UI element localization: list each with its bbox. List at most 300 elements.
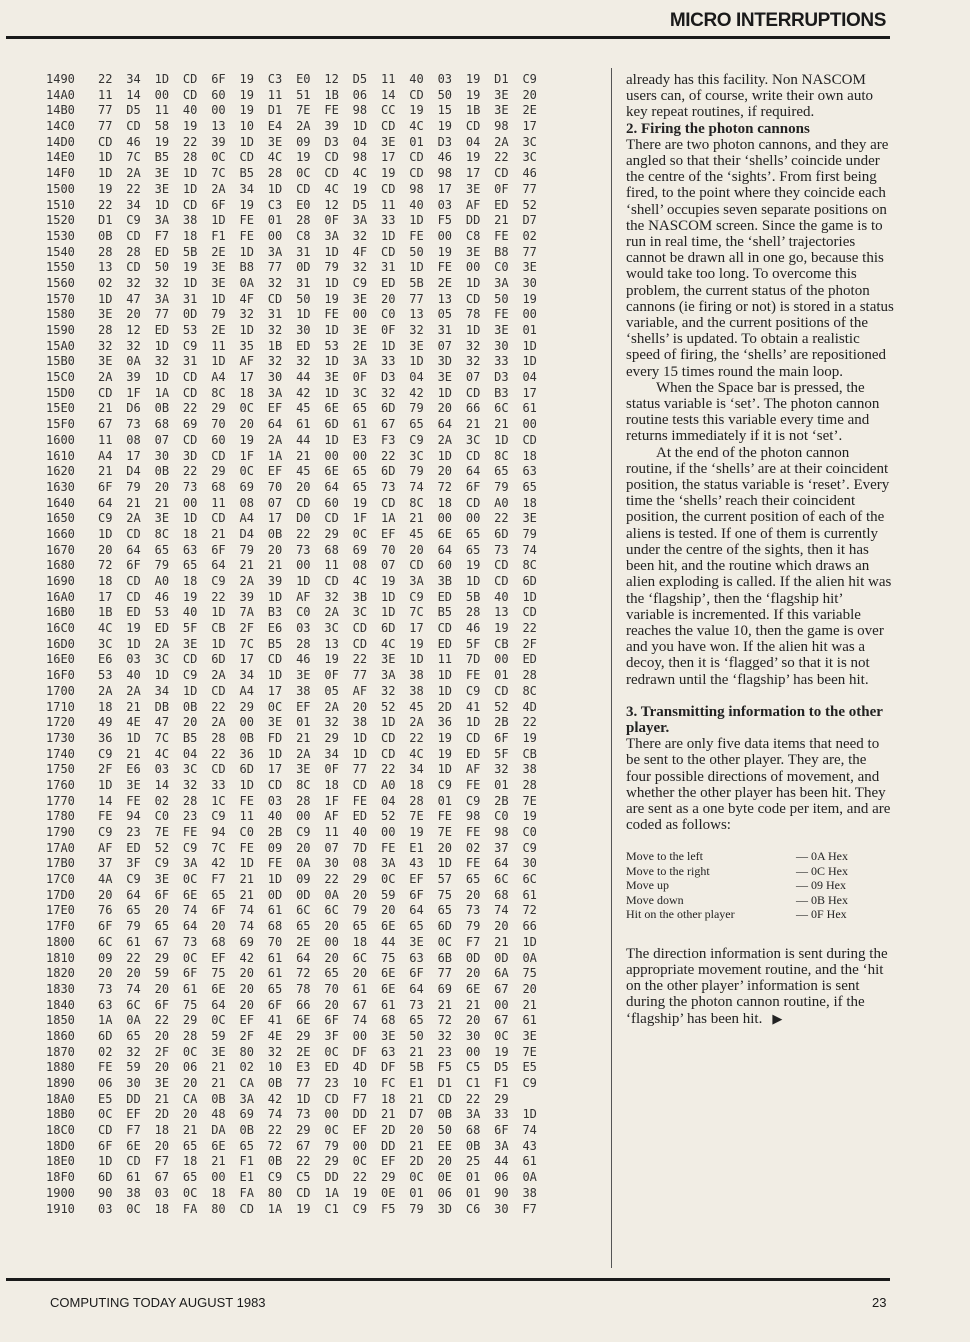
hex-byte: 0B — [154, 464, 170, 479]
hex-byte: 20 — [267, 542, 283, 557]
hex-byte: 0A — [522, 1170, 537, 1185]
hex-byte: 19 — [465, 558, 481, 573]
hex-byte: 32 — [126, 338, 141, 353]
hex-line — [46, 370, 606, 386]
hex-byte: 21 — [437, 997, 453, 1012]
hex-byte: 79 — [211, 307, 226, 322]
hex-byte: 32 — [465, 338, 481, 353]
hex-byte: 65 — [239, 1138, 254, 1153]
hex-byte: 6F — [98, 479, 113, 494]
hex-byte: FA — [182, 1201, 198, 1216]
hex-byte: 61 — [296, 417, 311, 432]
hex-byte: 0D — [494, 950, 509, 965]
hex-byte: 00 — [465, 1044, 481, 1059]
hex-byte: B5 — [437, 605, 453, 620]
hex-byte: 2D — [409, 1154, 424, 1169]
hex-byte: 1D — [324, 432, 339, 447]
hex-byte: E0 — [296, 72, 311, 86]
hex-byte: F7 — [352, 1091, 368, 1106]
hex-byte: 14 — [98, 793, 113, 808]
hex-line — [46, 1092, 606, 1108]
hex-byte: 21 — [182, 1123, 198, 1138]
hex-byte: EF — [239, 1013, 254, 1028]
hex-byte: C6 — [465, 1201, 481, 1216]
hex-byte: 76 — [98, 903, 113, 918]
hex-byte: F1 — [211, 228, 226, 243]
hex-byte: 8C — [522, 683, 537, 698]
hex-byte: FE — [380, 840, 396, 855]
hex-address: 14C0 — [46, 119, 75, 134]
hex-byte: 22 — [267, 1123, 283, 1138]
hex-byte: 3C — [98, 636, 113, 651]
hex-byte: 22 — [98, 197, 113, 212]
hex-byte: 28 — [296, 213, 311, 228]
hex-byte: 17 — [239, 652, 254, 667]
hex-byte: 00 — [154, 87, 170, 102]
hex-byte: 1D — [211, 636, 226, 651]
hex-address: 15B0 — [46, 354, 75, 369]
hex-byte: 3E — [267, 134, 283, 149]
hex-address: 1750 — [46, 762, 75, 777]
hex-byte: 19 — [296, 1201, 311, 1216]
hex-line — [46, 652, 606, 668]
hex-line — [46, 841, 606, 857]
hex-byte: 79 — [239, 542, 254, 557]
hex-byte: ED — [154, 244, 170, 259]
hex-byte: 21 — [409, 511, 424, 526]
hex-byte: F7 — [126, 1123, 141, 1138]
hex-byte: 22 — [154, 1013, 170, 1028]
hex-byte: 6D — [380, 464, 396, 479]
hex-byte: 00 — [211, 1170, 226, 1185]
hex-byte: 29 — [239, 699, 254, 714]
hex-byte: 47 — [126, 291, 141, 306]
hex-byte: 3A — [239, 1091, 254, 1106]
section-2-paragraph-1: There are two photon cannons, and they are angled so that their ‘shells’ coincide under the centre of the ‘sights’. From first being fired, to the point where they coincide each ‘shell’ occupies seven separate positions on the NASCOM screen. Since the game is to run in real time, the ‘shell’ trajectories cannot be drawn all in one go, because this would take too long. To overcome this problem, the current status of the photon cannons (ie firing or not) is stored in a status variable, and the current positions of the ‘shells’ is updated. To obtain a realistic speed of firing, the ‘shells’ are repositioned every 15 times round the main loop. — [626, 136, 894, 380]
hex-byte: 42 — [267, 1091, 283, 1106]
hex-byte: 6C — [324, 903, 339, 918]
hex-byte: 60 — [324, 495, 339, 510]
hex-byte: 32 — [380, 683, 396, 698]
section-3-paragraph-2-text: The direction information is sent during the appropriate movement routine, and the ‘hit on the other player’ information is sent during the photon cannon routine, if the ‘flagship’ has been hit. — [626, 945, 888, 1027]
hex-byte: 7E — [522, 793, 537, 808]
hex-byte: 73 — [494, 542, 509, 557]
hex-byte: 09 — [296, 134, 311, 149]
hex-byte: 22 — [380, 762, 396, 777]
hex-byte: 1D — [267, 589, 283, 604]
hex-byte: 45 — [409, 699, 424, 714]
hex-byte: 73 — [465, 903, 481, 918]
hex-byte: 02 — [98, 1044, 113, 1059]
hex-byte: 19 — [239, 72, 254, 86]
hex-line — [46, 1154, 606, 1170]
hex-byte: 0B — [267, 526, 283, 541]
hex-line — [46, 1029, 606, 1045]
hex-byte: 19 — [239, 87, 254, 102]
hex-byte: EF — [380, 526, 396, 541]
hex-byte: 2A — [239, 574, 254, 588]
hex-address: 1530 — [46, 228, 75, 243]
hex-byte: CD — [324, 150, 339, 165]
hex-line — [46, 637, 606, 653]
hex-byte: 64 — [465, 464, 481, 479]
hex-byte: 22 — [494, 150, 509, 165]
hex-byte: 59 — [126, 1060, 141, 1075]
hex-byte: CA — [239, 1076, 254, 1090]
hex-byte: 6D — [98, 1170, 113, 1185]
hex-byte: 08 — [239, 495, 254, 510]
hex-byte: 3E — [380, 1028, 396, 1043]
hex-byte: C3 — [267, 72, 283, 86]
hex-byte: 19 — [324, 291, 339, 306]
hex-address: 1660 — [46, 526, 75, 541]
hex-byte: 0C — [98, 1107, 113, 1122]
hex-address: 14D0 — [46, 134, 75, 149]
hex-byte: ED — [522, 652, 537, 667]
hex-byte: D3 — [380, 370, 396, 385]
code-row — [626, 893, 894, 908]
hex-byte: 64 — [182, 919, 198, 934]
hex-byte: 61 — [267, 950, 283, 965]
hex-address: 1780 — [46, 809, 75, 824]
hex-address: 16D0 — [46, 636, 75, 651]
hex-line — [46, 245, 606, 261]
hex-byte: 53 — [182, 323, 198, 337]
hex-byte: AF — [239, 354, 254, 369]
hex-byte: 1D — [352, 119, 368, 134]
hex-byte: 17 — [380, 150, 396, 165]
hex-byte: 31 — [267, 307, 283, 322]
hex-byte: 65 — [182, 1170, 198, 1185]
hex-byte: 33 — [494, 1107, 509, 1122]
hex-byte: 3E — [154, 166, 170, 181]
hex-byte: 1D — [324, 354, 339, 369]
hex-byte: A0 — [154, 574, 170, 588]
hex-byte: 17 — [522, 119, 537, 134]
hex-byte: 98 — [352, 103, 368, 118]
hex-byte: 32 — [409, 323, 424, 337]
hex-byte: D5 — [352, 197, 368, 212]
hex-byte: 4C — [154, 746, 170, 761]
hex-byte: E6 — [126, 762, 141, 777]
hex-byte: 66 — [522, 919, 537, 934]
hex-byte: 77 — [154, 307, 170, 322]
hex-byte: 53 — [324, 338, 339, 353]
hex-byte: 02 — [154, 793, 170, 808]
hex-byte: EF — [126, 1107, 141, 1122]
hex-byte: 23 — [182, 809, 198, 824]
hex-byte: 3C — [352, 605, 368, 620]
hex-byte: 61 — [267, 903, 283, 918]
hex-byte: D5 — [352, 72, 368, 86]
hex-byte: FE — [239, 840, 254, 855]
hex-byte: 29 — [182, 1013, 198, 1028]
hex-byte: 1D — [267, 181, 283, 196]
hex-byte: 20 — [324, 997, 339, 1012]
hex-byte: 01 — [437, 793, 453, 808]
hex-byte: 28 — [409, 793, 424, 808]
hex-line — [46, 480, 606, 496]
hex-byte: 25 — [465, 1154, 481, 1169]
hex-byte: C9 — [352, 1201, 368, 1216]
hex-byte: 79 — [494, 479, 509, 494]
hex-byte: 06 — [352, 87, 368, 102]
hex-byte: 20 — [182, 1076, 198, 1090]
hex-byte: 1D — [380, 605, 396, 620]
hex-byte: 17 — [98, 589, 113, 604]
hex-byte: 6C — [522, 872, 537, 887]
hex-byte: DD — [465, 213, 481, 228]
hex-byte: 1A — [98, 1013, 113, 1028]
hex-byte: 6E — [211, 981, 226, 996]
hex-byte: 32 — [324, 715, 339, 730]
hex-byte: 1A — [324, 1185, 339, 1200]
hex-byte: 2A — [211, 181, 226, 196]
hex-byte: 64 — [98, 495, 113, 510]
hex-byte: 1D — [154, 72, 170, 86]
hex-address: 1570 — [46, 291, 75, 306]
hex-byte: 11 — [211, 495, 226, 510]
hex-byte: 20 — [465, 1013, 481, 1028]
hex-byte: 1D — [98, 777, 113, 792]
hex-byte: 6C — [352, 950, 368, 965]
hex-byte: 29 — [324, 526, 339, 541]
hex-byte: 22 — [494, 511, 509, 526]
code-row — [626, 849, 894, 864]
hex-byte: 73 — [296, 542, 311, 557]
hex-byte: 2E — [296, 1044, 311, 1059]
hex-byte: 65 — [465, 526, 481, 541]
hex-line — [46, 229, 606, 245]
hex-byte: 59 — [154, 966, 170, 981]
hex-line — [46, 1202, 606, 1218]
hex-byte: 6E — [465, 981, 481, 996]
hex-byte: C0 — [494, 260, 509, 275]
hex-line — [46, 888, 606, 904]
hex-byte: 18 — [182, 1154, 198, 1169]
hex-byte: 45 — [296, 401, 311, 416]
hex-line — [46, 1045, 606, 1061]
hex-line — [46, 998, 606, 1014]
hex-byte: 19 — [409, 825, 424, 839]
hex-byte: CD — [211, 683, 226, 698]
hex-byte: 00 — [182, 495, 198, 510]
hex-byte: 3E — [182, 636, 198, 651]
hex-byte: 1D — [267, 746, 283, 761]
hex-byte: 1D — [465, 275, 481, 290]
hex-byte: 67 — [154, 934, 170, 949]
hex-byte: 3A — [352, 354, 368, 369]
hex-byte: CD — [409, 87, 424, 102]
hex-byte: 4C — [409, 746, 424, 761]
hex-byte: 3A — [324, 228, 339, 243]
code-table — [626, 849, 894, 922]
hex-byte: 78 — [296, 981, 311, 996]
hex-byte: 2B — [267, 825, 283, 839]
hex-byte: 22 — [98, 72, 113, 86]
hex-byte: 6F — [211, 72, 226, 86]
hex-byte: EF — [352, 1123, 368, 1138]
hex-line — [46, 339, 606, 355]
hex-byte: 7A — [239, 605, 254, 620]
hex-byte: 21 — [211, 1060, 226, 1075]
hex-byte: 3E — [154, 1076, 170, 1090]
hex-byte: 80 — [267, 1185, 283, 1200]
hex-byte: 3E — [522, 511, 537, 526]
hex-byte: 03 — [98, 1201, 113, 1216]
hex-byte: 4C — [324, 181, 339, 196]
hex-byte: B5 — [154, 150, 170, 165]
hex-byte: 19 — [437, 119, 453, 134]
hex-address: 14E0 — [46, 150, 75, 165]
hex-byte: 19 — [522, 291, 537, 306]
hex-byte: 79 — [324, 1138, 339, 1153]
hex-byte: 1D — [380, 589, 396, 604]
hex-byte: 00 — [380, 825, 396, 839]
hex-byte: C0 — [494, 809, 509, 824]
hex-address: 1770 — [46, 793, 75, 808]
hex-byte: 6D — [98, 1028, 113, 1043]
hex-byte: ED — [380, 275, 396, 290]
hex-byte: CD — [126, 574, 141, 588]
hex-byte: 21 — [154, 495, 170, 510]
hex-byte: 79 — [126, 479, 141, 494]
hex-byte: 0B — [239, 1123, 254, 1138]
hex-byte: 21 — [465, 997, 481, 1012]
hex-address: 16E0 — [46, 652, 75, 667]
hex-byte: 72 — [522, 903, 537, 918]
hex-byte: 19 — [465, 72, 481, 86]
hex-line — [46, 621, 606, 637]
hex-address: 17E0 — [46, 903, 75, 918]
hex-byte: 29 — [380, 1170, 396, 1185]
hex-byte: 6E — [126, 1138, 141, 1153]
hex-byte: 65 — [267, 981, 283, 996]
hex-byte: 39 — [267, 574, 283, 588]
hex-byte: 19 — [494, 621, 509, 636]
hex-byte: 0C — [494, 1028, 509, 1043]
hex-byte: D3 — [324, 134, 339, 149]
hex-byte: 75 — [437, 887, 453, 902]
hex-byte: 3C — [465, 432, 481, 447]
hex-byte: 65 — [126, 903, 141, 918]
hex-byte: CD — [324, 511, 339, 526]
hex-byte: 1D — [324, 244, 339, 259]
hex-byte: 19 — [380, 166, 396, 181]
hex-byte: 02 — [98, 275, 113, 290]
hex-byte: 5F — [465, 636, 481, 651]
hex-byte: 04 — [380, 793, 396, 808]
hex-byte: 7C — [126, 150, 141, 165]
hex-byte: 32 — [324, 589, 339, 604]
hex-byte: 38 — [522, 1185, 537, 1200]
hex-byte: 79 — [409, 464, 424, 479]
hex-byte: 2E — [211, 244, 226, 259]
hex-byte: 30 — [154, 448, 170, 463]
hex-byte: 0A — [126, 1013, 141, 1028]
hex-byte: EF — [380, 1154, 396, 1169]
hex-byte: 98 — [409, 181, 424, 196]
hex-byte: 73 — [296, 1107, 311, 1122]
hex-byte: 46 — [296, 652, 311, 667]
hex-byte: 3E — [522, 1028, 537, 1043]
hex-byte: 75 — [182, 997, 198, 1012]
page-number: 23 — [872, 1295, 887, 1310]
hex-byte: 3C — [182, 762, 198, 777]
hex-byte: 38 — [126, 1185, 141, 1200]
hex-byte: 1B — [267, 338, 283, 353]
hex-byte: 36 — [239, 746, 254, 761]
hex-byte: 07 — [465, 370, 481, 385]
hex-byte: D5 — [494, 1060, 509, 1075]
hex-byte: 67 — [352, 997, 368, 1012]
hex-byte: 6E — [324, 401, 339, 416]
hex-byte: C9 — [98, 825, 113, 839]
hex-byte: 64 — [324, 479, 339, 494]
article-column — [626, 72, 894, 1027]
hex-byte: 6F — [154, 997, 170, 1012]
hex-byte: 68 — [211, 934, 226, 949]
hex-line — [46, 1107, 606, 1123]
hex-byte: 2E — [352, 338, 368, 353]
code-row — [626, 864, 894, 879]
hex-byte: 1D — [465, 574, 481, 588]
hex-byte: 1D — [211, 354, 226, 369]
hex-byte: CD — [98, 1123, 113, 1138]
hex-byte: 13 — [409, 307, 424, 322]
hex-byte: 11 — [380, 197, 396, 212]
hex-byte: 7C — [211, 166, 226, 181]
hex-byte: 90 — [98, 1185, 113, 1200]
hex-byte: FC — [380, 1076, 396, 1090]
hex-line — [46, 731, 606, 747]
hex-line — [46, 605, 606, 621]
hex-byte: 74 — [522, 542, 537, 557]
hex-byte: 19 — [239, 197, 254, 212]
hex-address: 1820 — [46, 966, 75, 981]
hex-byte: 0B — [98, 228, 113, 243]
hex-byte: 75 — [522, 966, 537, 981]
section-3-heading: 3. Transmitting information to the other player. — [626, 703, 883, 736]
hex-byte: 28 — [211, 730, 226, 745]
hex-byte: 07 — [154, 432, 170, 447]
hex-address: 14B0 — [46, 103, 75, 118]
hex-byte: 22 — [126, 950, 141, 965]
code-value: — 0C Hex — [796, 863, 848, 878]
hex-byte: 65 — [409, 417, 424, 432]
hex-byte: 07 — [324, 840, 339, 855]
hex-address: 18B0 — [46, 1107, 75, 1122]
hex-byte: 1D — [409, 652, 424, 667]
hex-byte: FE — [98, 809, 113, 824]
hex-byte: CD — [380, 119, 396, 134]
hex-byte: 22 — [182, 401, 198, 416]
hex-byte: 1F — [239, 448, 254, 463]
hex-byte: 32 — [267, 323, 283, 337]
hex-byte: 7E — [522, 1044, 537, 1059]
hex-byte: CB — [494, 636, 509, 651]
hex-byte: 6E — [211, 1138, 226, 1153]
hex-byte: 0A — [239, 275, 254, 290]
hex-byte: 06 — [437, 1185, 453, 1200]
hex-byte: FE — [409, 228, 424, 243]
hex-byte: CD — [126, 119, 141, 134]
hex-byte: FE — [352, 793, 368, 808]
hex-byte: 14 — [126, 87, 141, 102]
hex-byte: C9 — [267, 1170, 283, 1185]
hex-byte: 21 — [98, 464, 113, 479]
hex-byte: 65 — [154, 542, 170, 557]
